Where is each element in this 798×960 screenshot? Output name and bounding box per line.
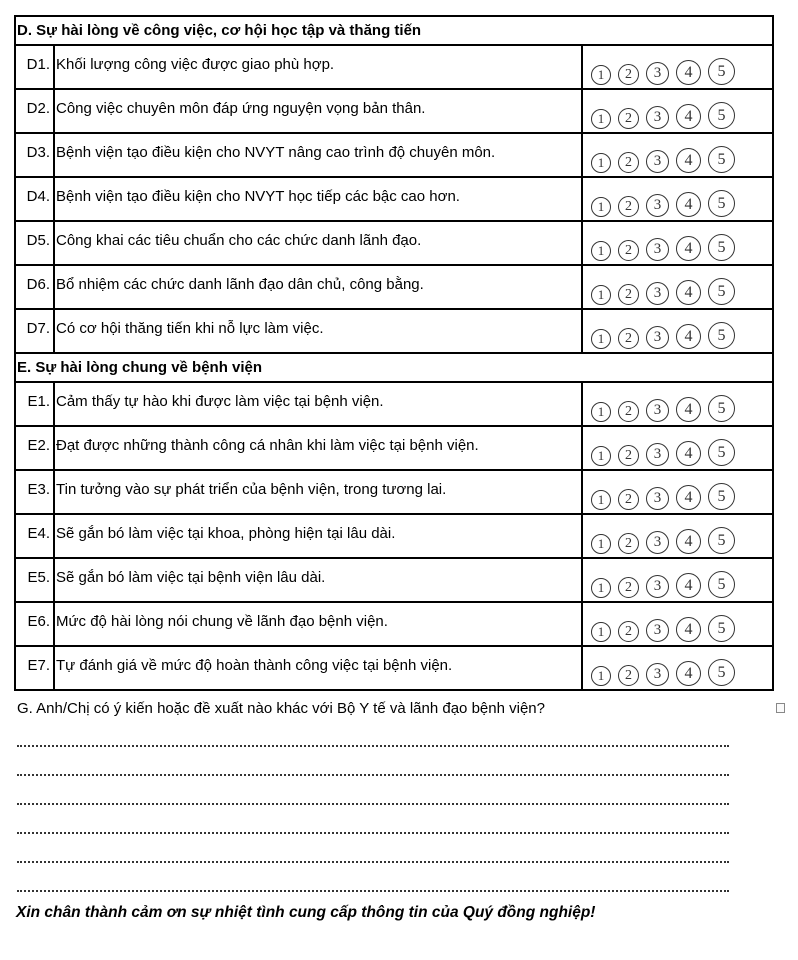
rating-scale [582, 602, 773, 646]
question-code: E6. [15, 602, 54, 646]
rating-option-2[interactable]: 2 [618, 108, 639, 129]
question-row [15, 426, 773, 470]
section-header [15, 16, 773, 45]
question-text: Bổ nhiệm các chức danh lãnh đạo dân chủ, công bằng. [54, 265, 582, 309]
question-code: D7. [15, 309, 54, 353]
answer-line[interactable] [17, 816, 729, 834]
rating-option-5[interactable]: 5 [708, 322, 735, 349]
question-row [15, 45, 773, 89]
anchor-marker-icon [776, 703, 785, 713]
answer-line[interactable] [17, 758, 729, 776]
answer-lines[interactable] [17, 729, 729, 892]
section-title: E. Sự hài lòng chung về bệnh viện [15, 353, 773, 382]
rating-option-4[interactable]: 4 [676, 324, 701, 349]
rating-option-4[interactable]: 4 [676, 397, 701, 422]
rating-option-2[interactable]: 2 [618, 284, 639, 305]
rating-scale [582, 89, 773, 133]
rating-option-3[interactable]: 3 [646, 106, 669, 129]
rating-option-3[interactable]: 3 [646, 194, 669, 217]
rating-option-1[interactable]: 1 [591, 534, 611, 554]
rating-option-1[interactable]: 1 [591, 402, 611, 422]
rating-option-1[interactable]: 1 [591, 578, 611, 598]
rating-option-5[interactable]: 5 [708, 190, 735, 217]
rating-scale [582, 133, 773, 177]
rating-option-1[interactable]: 1 [591, 241, 611, 261]
rating-option-5[interactable]: 5 [708, 659, 735, 686]
rating-option-2[interactable]: 2 [618, 665, 639, 686]
rating-option-2[interactable]: 2 [618, 196, 639, 217]
question-text: Có cơ hội thăng tiến khi nỗ lực làm việc. [54, 309, 582, 353]
rating-option-3[interactable]: 3 [646, 150, 669, 173]
rating-scale [582, 558, 773, 602]
rating-option-1[interactable]: 1 [591, 109, 611, 129]
question-row [15, 309, 773, 353]
question-code: D4. [15, 177, 54, 221]
rating-option-4[interactable]: 4 [676, 236, 701, 261]
rating-option-2[interactable]: 2 [618, 64, 639, 85]
answer-line[interactable] [17, 787, 729, 805]
rating-scale [582, 177, 773, 221]
question-code: D6. [15, 265, 54, 309]
rating-option-4[interactable]: 4 [676, 192, 701, 217]
question-row [15, 602, 773, 646]
rating-option-2[interactable]: 2 [618, 621, 639, 642]
rating-option-5[interactable]: 5 [708, 234, 735, 261]
question-text: Tin tưởng vào sự phát triển của bệnh viện, trong tương lai. [54, 470, 582, 514]
rating-option-1[interactable]: 1 [591, 446, 611, 466]
question-text: Công việc chuyên môn đáp ứng nguyện vọng bản thân. [54, 89, 582, 133]
question-row [15, 89, 773, 133]
rating-option-1[interactable]: 1 [591, 197, 611, 217]
rating-option-4[interactable]: 4 [676, 661, 701, 686]
question-code: E7. [15, 646, 54, 690]
rating-option-1[interactable]: 1 [591, 153, 611, 173]
question-text: Mức độ hài lòng nói chung về lãnh đạo bệnh viện. [54, 602, 582, 646]
question-text: Công khai các tiêu chuẩn cho các chức danh lãnh đạo. [54, 221, 582, 265]
rating-option-4[interactable]: 4 [676, 617, 701, 642]
rating-option-1[interactable]: 1 [591, 666, 611, 686]
rating-scale [582, 309, 773, 353]
rating-option-5[interactable]: 5 [708, 58, 735, 85]
rating-scale [582, 646, 773, 690]
question-text: Đạt được những thành công cá nhân khi làm việc tại bệnh viện. [54, 426, 582, 470]
rating-option-3[interactable]: 3 [646, 443, 669, 466]
question-code: E3. [15, 470, 54, 514]
question-row [15, 133, 773, 177]
question-code: E4. [15, 514, 54, 558]
rating-option-4[interactable]: 4 [676, 60, 701, 85]
rating-scale [582, 514, 773, 558]
rating-option-2[interactable]: 2 [618, 240, 639, 261]
rating-scale [582, 221, 773, 265]
question-text: Sẽ gắn bó làm việc tại khoa, phòng hiện tại lâu dài. [54, 514, 582, 558]
rating-option-2[interactable]: 2 [618, 328, 639, 349]
rating-option-5[interactable]: 5 [708, 439, 735, 466]
question-code: D5. [15, 221, 54, 265]
question-code: D1. [15, 45, 54, 89]
rating-option-4[interactable]: 4 [676, 148, 701, 173]
rating-scale [582, 382, 773, 426]
rating-option-2[interactable]: 2 [618, 445, 639, 466]
rating-option-5[interactable]: 5 [708, 146, 735, 173]
section-header [15, 353, 773, 382]
answer-line[interactable] [17, 729, 729, 747]
rating-option-4[interactable]: 4 [676, 280, 701, 305]
question-text: Bệnh viện tạo điều kiện cho NVYT học tiếp các bậc cao hơn. [54, 177, 582, 221]
question-text: Bệnh viện tạo điều kiện cho NVYT nâng cao trình độ chuyên môn. [54, 133, 582, 177]
rating-option-3[interactable]: 3 [646, 326, 669, 349]
rating-option-4[interactable]: 4 [676, 104, 701, 129]
question-row [15, 177, 773, 221]
rating-option-3[interactable]: 3 [646, 663, 669, 686]
rating-option-3[interactable]: 3 [646, 282, 669, 305]
question-code: D2. [15, 89, 54, 133]
question-text: Tự đánh giá về mức độ hoàn thành công việc tại bệnh viện. [54, 646, 582, 690]
question-row [15, 382, 773, 426]
rating-option-3[interactable]: 3 [646, 62, 669, 85]
question-row [15, 221, 773, 265]
rating-option-2[interactable]: 2 [618, 577, 639, 598]
rating-scale [582, 265, 773, 309]
question-text: Khối lượng công việc được giao phù hợp. [54, 45, 582, 89]
rating-option-4[interactable]: 4 [676, 573, 701, 598]
rating-option-1[interactable]: 1 [591, 622, 611, 642]
rating-option-4[interactable]: 4 [676, 485, 701, 510]
question-row [15, 558, 773, 602]
rating-option-1[interactable]: 1 [591, 65, 611, 85]
rating-option-1[interactable]: 1 [591, 490, 611, 510]
question-text: Sẽ gắn bó làm việc tại bệnh viện lâu dài. [54, 558, 582, 602]
rating-option-1[interactable]: 1 [591, 285, 611, 305]
rating-option-5[interactable]: 5 [708, 483, 735, 510]
open-question: G. Anh/Chị có ý kiến hoặc đề xuất nào khác với Bộ Y tế và lãnh đạo bệnh viện? [17, 700, 545, 717]
rating-option-3[interactable]: 3 [646, 487, 669, 510]
question-row [15, 265, 773, 309]
rating-option-3[interactable]: 3 [646, 399, 669, 422]
rating-option-3[interactable]: 3 [646, 531, 669, 554]
answer-line[interactable] [17, 874, 729, 892]
closing-message: Xin chân thành cảm ơn sự nhiệt tình cung cấp thông tin của Quý đồng nghiệp! [16, 904, 596, 921]
answer-line[interactable] [17, 845, 729, 863]
rating-option-5[interactable]: 5 [708, 571, 735, 598]
rating-option-5[interactable]: 5 [708, 395, 735, 422]
question-code: D3. [15, 133, 54, 177]
rating-scale [582, 426, 773, 470]
rating-option-2[interactable]: 2 [618, 489, 639, 510]
question-code: E1. [15, 382, 54, 426]
section-title: D. Sự hài lòng về công việc, cơ hội học tập và thăng tiến [15, 16, 773, 45]
rating-option-5[interactable]: 5 [708, 102, 735, 129]
question-text: Cảm thấy tự hào khi được làm việc tại bệnh viện. [54, 382, 582, 426]
rating-option-1[interactable]: 1 [591, 329, 611, 349]
rating-option-3[interactable]: 3 [646, 619, 669, 642]
rating-option-4[interactable]: 4 [676, 529, 701, 554]
rating-option-5[interactable]: 5 [708, 278, 735, 305]
question-row [15, 646, 773, 690]
rating-scale [582, 45, 773, 89]
rating-option-5[interactable]: 5 [708, 615, 735, 642]
rating-option-2[interactable]: 2 [618, 533, 639, 554]
rating-option-3[interactable]: 3 [646, 575, 669, 598]
rating-option-2[interactable]: 2 [618, 152, 639, 173]
survey-table [14, 15, 774, 691]
rating-option-4[interactable]: 4 [676, 441, 701, 466]
question-row [15, 470, 773, 514]
question-row [15, 514, 773, 558]
question-code: E5. [15, 558, 54, 602]
rating-option-5[interactable]: 5 [708, 527, 735, 554]
rating-option-3[interactable]: 3 [646, 238, 669, 261]
rating-scale [582, 470, 773, 514]
open-question-block [17, 700, 729, 892]
question-code: E2. [15, 426, 54, 470]
rating-option-2[interactable]: 2 [618, 401, 639, 422]
